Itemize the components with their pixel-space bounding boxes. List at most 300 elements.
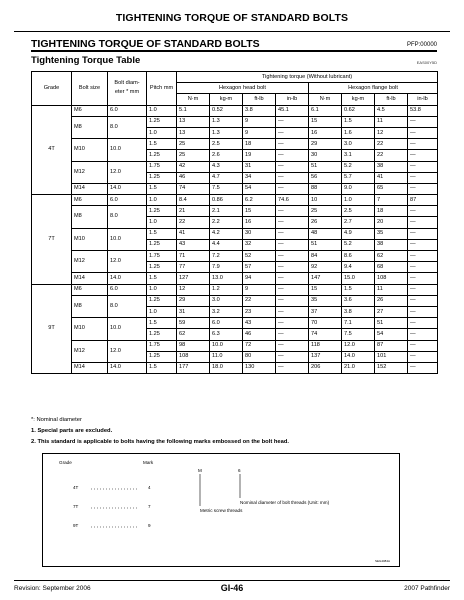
table-row — [32, 228, 438, 239]
pitch-cell: 1.5 — [147, 273, 177, 284]
torque-cell: 3.0 — [342, 139, 375, 150]
torque-cell: 41 — [375, 172, 408, 183]
pitch-cell: 1.25 — [147, 295, 177, 306]
torque-cell: 0.86 — [210, 195, 243, 206]
bolt-size-cell: M12 — [72, 251, 108, 273]
pitch-cell: 1.75 — [147, 251, 177, 262]
torque-cell: 29 — [309, 139, 342, 150]
torque-cell: 21.0 — [342, 362, 375, 373]
torque-cell: — — [276, 239, 309, 250]
torque-cell: 2.2 — [210, 217, 243, 228]
torque-cell: — — [276, 273, 309, 284]
torque-cell: 9 — [243, 116, 276, 127]
pitch-cell: 1.5 — [147, 183, 177, 194]
torque-cell: — — [408, 139, 438, 150]
table-subtitle: Tightening Torque Table — [31, 55, 141, 66]
torque-cell: 7.1 — [342, 318, 375, 329]
torque-cell: 3.0 — [210, 295, 243, 306]
pitch-cell: 1.25 — [147, 239, 177, 250]
fig-grade-7t: 7T — [73, 504, 79, 509]
bolt-diameter-cell: 10.0 — [108, 139, 147, 161]
pitch-cell: 1.0 — [147, 306, 177, 317]
torque-cell: — — [408, 284, 438, 295]
torque-cell: 8.6 — [342, 251, 375, 262]
bolt-diameter-cell: 14.0 — [108, 183, 147, 194]
table-row — [32, 161, 438, 172]
bolt-size-cell: M6 — [72, 195, 108, 206]
torque-cell: 15 — [243, 206, 276, 217]
table-row — [32, 195, 438, 206]
page-header-title: TIGHTENING TORQUE OF STANDARD BOLTS — [115, 12, 349, 24]
torque-cell: 65 — [375, 183, 408, 194]
fig-mark-4: 4 — [148, 485, 151, 490]
torque-cell: 2.5 — [210, 139, 243, 150]
torque-cell: 62 — [177, 329, 210, 340]
torque-cell: 30 — [309, 150, 342, 161]
torque-cell: 118 — [309, 340, 342, 351]
torque-cell: 30 — [243, 228, 276, 239]
torque-cell: 32 — [243, 239, 276, 250]
torque-cell: — — [276, 116, 309, 127]
bolt-diameter-cell: 14.0 — [108, 362, 147, 373]
torque-cell: 46 — [243, 329, 276, 340]
torque-cell: 41 — [177, 228, 210, 239]
bolt-size-cell: M14 — [72, 183, 108, 194]
header-unit: kg-m — [342, 94, 375, 105]
torque-cell: 16 — [309, 127, 342, 138]
bolt-size-cell: M10 — [72, 318, 108, 340]
torque-cell: 177 — [177, 362, 210, 373]
torque-cell: 12.0 — [342, 340, 375, 351]
torque-cell: 22 — [243, 295, 276, 306]
pitch-cell: 1.0 — [147, 105, 177, 116]
bolt-mark-figure — [42, 453, 400, 567]
torque-cell: — — [408, 262, 438, 273]
torque-cell: — — [276, 228, 309, 239]
torque-cell: — — [408, 150, 438, 161]
torque-cell: 43 — [177, 239, 210, 250]
fig-grade-9t: 9T — [73, 523, 79, 528]
torque-cell: 15 — [309, 116, 342, 127]
pitch-cell: 1.25 — [147, 351, 177, 362]
torque-cell: 80 — [243, 351, 276, 362]
torque-cell: 94 — [243, 273, 276, 284]
torque-cell: — — [408, 295, 438, 306]
table-row — [32, 183, 438, 194]
torque-cell: 8.4 — [177, 195, 210, 206]
bolt-diameter-cell: 8.0 — [108, 295, 147, 317]
torque-cell: 34 — [243, 172, 276, 183]
torque-cell: 31 — [243, 161, 276, 172]
torque-cell: — — [408, 362, 438, 373]
torque-cell: 48 — [309, 228, 342, 239]
torque-cell: 4.7 — [210, 172, 243, 183]
pitch-cell: 1.25 — [147, 262, 177, 273]
torque-cell: 37 — [309, 306, 342, 317]
torque-cell: 9 — [243, 284, 276, 295]
torque-cell: 21 — [177, 206, 210, 217]
pitch-cell: 1.25 — [147, 329, 177, 340]
fig-mark-7: 7 — [148, 504, 151, 509]
torque-cell: 53.8 — [408, 105, 438, 116]
torque-cell: 6.2 — [243, 195, 276, 206]
torque-cell: 51 — [309, 239, 342, 250]
torque-cell: — — [276, 306, 309, 317]
bolt-diameter-cell: 12.0 — [108, 251, 147, 273]
torque-cell: 7.2 — [210, 251, 243, 262]
pitch-cell: 1.0 — [147, 127, 177, 138]
pitch-cell: 1.75 — [147, 161, 177, 172]
torque-cell: 7 — [375, 195, 408, 206]
pitch-cell: 1.0 — [147, 217, 177, 228]
torque-cell: 84 — [309, 251, 342, 262]
torque-cell: 35 — [309, 295, 342, 306]
torque-cell: — — [408, 340, 438, 351]
torque-cell: 22 — [375, 139, 408, 150]
table-row — [32, 116, 438, 127]
footer-rule — [14, 580, 450, 581]
torque-cell: 52 — [243, 251, 276, 262]
torque-cell: 70 — [309, 318, 342, 329]
bolt-size-cell: M6 — [72, 284, 108, 295]
torque-cell: 74 — [309, 329, 342, 340]
bolt-size-cell: M14 — [72, 362, 108, 373]
torque-cell: 1.2 — [210, 284, 243, 295]
torque-cell: 31 — [177, 306, 210, 317]
bolt-size-cell: M10 — [72, 228, 108, 250]
bolt-size-cell: M8 — [72, 116, 108, 138]
torque-cell: 3.6 — [342, 295, 375, 306]
torque-cell: 5.2 — [342, 239, 375, 250]
torque-cell: 25 — [177, 150, 210, 161]
torque-cell: 18 — [243, 139, 276, 150]
torque-cell: 22 — [177, 217, 210, 228]
torque-cell: 2.5 — [342, 206, 375, 217]
torque-cell: 108 — [375, 273, 408, 284]
torque-cell: 46 — [177, 172, 210, 183]
torque-cell: 18.0 — [210, 362, 243, 373]
torque-cell: 1.0 — [342, 195, 375, 206]
torque-cell: 101 — [375, 351, 408, 362]
bolt-diameter-cell: 8.0 — [108, 206, 147, 228]
torque-cell: 16 — [243, 217, 276, 228]
torque-cell: 62 — [375, 251, 408, 262]
pitch-cell: 1.75 — [147, 340, 177, 351]
fig-mark-9: 9 — [148, 523, 151, 528]
torque-cell: 74.6 — [276, 195, 309, 206]
torque-cell: 4.2 — [210, 228, 243, 239]
pfp-code: PFP:00000 — [406, 42, 437, 48]
torque-cell: 4.4 — [210, 239, 243, 250]
section-rule — [31, 50, 437, 52]
fig-mark-header: Mark — [143, 460, 154, 465]
bolt-diameter-cell: 6.0 — [108, 284, 147, 295]
fig-grade-header: Grade — [59, 460, 72, 465]
fig-six-label: 6 — [238, 468, 241, 473]
bolt-size-cell: M14 — [72, 273, 108, 284]
pitch-cell: 1.25 — [147, 172, 177, 183]
torque-cell: 26 — [309, 217, 342, 228]
torque-cell: — — [408, 251, 438, 262]
torque-cell: — — [408, 239, 438, 250]
torque-cell: — — [408, 318, 438, 329]
torque-cell: — — [408, 228, 438, 239]
torque-cell: 13 — [177, 116, 210, 127]
torque-cell: 51 — [309, 161, 342, 172]
torque-cell: 1.5 — [342, 116, 375, 127]
torque-cell: 51 — [375, 318, 408, 329]
torque-cell: 0.52 — [210, 105, 243, 116]
torque-cell: 7.5 — [210, 183, 243, 194]
torque-cell: — — [276, 150, 309, 161]
torque-cell: 19 — [243, 150, 276, 161]
footer-model: 2007 Pathfinder — [404, 585, 450, 592]
torque-cell: 26 — [375, 295, 408, 306]
torque-cell: 23 — [243, 306, 276, 317]
table-row — [32, 318, 438, 329]
torque-cell: — — [276, 284, 309, 295]
torque-cell: 2.6 — [210, 150, 243, 161]
torque-cell: 3.1 — [342, 150, 375, 161]
bolt-size-cell: M6 — [72, 105, 108, 116]
bolt-mark-diagram — [43, 454, 399, 566]
torque-cell: 1.3 — [210, 127, 243, 138]
header-bolt-diameter: Bolt diam-eter * mm — [108, 72, 147, 106]
header-grade: Grade — [32, 72, 72, 106]
header-unit: ft-lb — [243, 94, 276, 105]
torque-cell: — — [276, 362, 309, 373]
torque-cell: 3.8 — [342, 306, 375, 317]
torque-cell: 22 — [375, 150, 408, 161]
torque-cell: 98 — [177, 340, 210, 351]
header-unit: ft-lb — [375, 94, 408, 105]
bolt-size-cell: M12 — [72, 340, 108, 362]
header-bolt-size: Bolt size — [72, 72, 108, 106]
torque-cell: 27 — [375, 306, 408, 317]
torque-cell: 11.0 — [210, 351, 243, 362]
torque-cell: 74 — [177, 183, 210, 194]
section-code: EAS00Y5D — [416, 60, 437, 65]
header-unit: N·m — [309, 94, 342, 105]
torque-cell: 1.6 — [342, 127, 375, 138]
torque-cell: 29 — [177, 295, 210, 306]
torque-cell: — — [276, 217, 309, 228]
torque-cell: 0.62 — [342, 105, 375, 116]
header-hex-flange: Hexagon flange bolt — [309, 83, 438, 94]
table-row — [32, 105, 438, 116]
torque-cell: — — [408, 116, 438, 127]
torque-cell: 147 — [309, 273, 342, 284]
torque-cell: 56 — [309, 172, 342, 183]
bolt-size-cell: M8 — [72, 295, 108, 317]
pitch-cell: 1.5 — [147, 318, 177, 329]
torque-cell: 12 — [375, 127, 408, 138]
footer-revision: Revision: September 2006 — [14, 585, 91, 592]
torque-cell: 5.2 — [342, 161, 375, 172]
pitch-cell: 1.25 — [147, 206, 177, 217]
pitch-cell: 1.5 — [147, 362, 177, 373]
note-nominal-diameter: *: Nominal diameter — [31, 417, 82, 423]
torque-cell: — — [276, 262, 309, 273]
pitch-cell: 1.5 — [147, 228, 177, 239]
torque-cell: — — [408, 351, 438, 362]
torque-cell: 6.1 — [309, 105, 342, 116]
torque-cell: 87 — [408, 195, 438, 206]
torque-cell: — — [276, 340, 309, 351]
torque-cell: 2.7 — [342, 217, 375, 228]
fig-m-label: M — [198, 468, 202, 473]
torque-cell: 12 — [177, 284, 210, 295]
pitch-cell: 1.25 — [147, 150, 177, 161]
torque-cell: 4.3 — [210, 161, 243, 172]
torque-cell: — — [276, 351, 309, 362]
fig-metric-label: Metric screw threads — [200, 508, 243, 513]
torque-cell: 6.3 — [210, 329, 243, 340]
header-pitch: Pitch mm — [147, 72, 177, 106]
torque-cell: 1.3 — [210, 116, 243, 127]
fig-grade-4t: 4T — [73, 485, 79, 490]
table-row — [32, 362, 438, 373]
bolt-diameter-cell: 12.0 — [108, 161, 147, 183]
torque-cell: 130 — [243, 362, 276, 373]
torque-cell: 15.0 — [342, 273, 375, 284]
table-row — [32, 295, 438, 306]
table-row — [32, 206, 438, 217]
section-title: TIGHTENING TORQUE OF STANDARD BOLTS — [31, 38, 260, 50]
torque-cell: 4.9 — [342, 228, 375, 239]
bolt-diameter-cell: 6.0 — [108, 195, 147, 206]
bolt-diameter-cell: 12.0 — [108, 340, 147, 362]
torque-cell: 87 — [375, 340, 408, 351]
pitch-cell: 1.0 — [147, 195, 177, 206]
torque-cell: 13 — [177, 127, 210, 138]
bolt-size-cell: M8 — [72, 206, 108, 228]
grade-cell: 9T — [32, 284, 72, 374]
torque-cell: 77 — [177, 262, 210, 273]
header-unit: N·m — [177, 94, 210, 105]
bolt-diameter-cell: 10.0 — [108, 228, 147, 250]
torque-cell: 7.9 — [210, 262, 243, 273]
torque-cell: — — [276, 183, 309, 194]
header-unit: in-lb — [276, 94, 309, 105]
fig-nominal-label: Nominal diameter of bolt threads (Unit: mm) — [240, 500, 330, 505]
bolt-size-cell: M10 — [72, 139, 108, 161]
torque-cell: 72 — [243, 340, 276, 351]
torque-cell: 14.0 — [342, 351, 375, 362]
torque-cell: 25 — [309, 206, 342, 217]
torque-cell: — — [276, 139, 309, 150]
torque-cell: 5.7 — [342, 172, 375, 183]
bolt-size-cell: M12 — [72, 161, 108, 183]
torque-cell: 71 — [177, 251, 210, 262]
torque-cell: 38 — [375, 161, 408, 172]
torque-cell: — — [276, 206, 309, 217]
torque-cell: 137 — [309, 351, 342, 362]
header-rule — [14, 31, 450, 32]
torque-cell: 43 — [243, 318, 276, 329]
torque-cell: — — [408, 306, 438, 317]
torque-cell: 9 — [243, 127, 276, 138]
torque-cell: 57 — [243, 262, 276, 273]
bolt-diameter-cell: 10.0 — [108, 318, 147, 340]
table-row — [32, 284, 438, 295]
torque-cell: — — [408, 127, 438, 138]
torque-cell: 92 — [309, 262, 342, 273]
table-row — [32, 340, 438, 351]
table-row — [32, 139, 438, 150]
torque-cell: 38 — [375, 239, 408, 250]
torque-cell: 108 — [177, 351, 210, 362]
torque-cell: — — [276, 127, 309, 138]
torque-cell: 10 — [309, 195, 342, 206]
torque-cell: — — [276, 318, 309, 329]
torque-cell: 15 — [309, 284, 342, 295]
torque-cell: — — [408, 206, 438, 217]
torque-cell: 45.1 — [276, 105, 309, 116]
torque-cell: 18 — [375, 206, 408, 217]
torque-cell: — — [408, 273, 438, 284]
torque-cell: — — [276, 295, 309, 306]
torque-cell: 1.5 — [342, 284, 375, 295]
pitch-cell: 1.25 — [147, 116, 177, 127]
torque-cell: 88 — [309, 183, 342, 194]
torque-cell: 11 — [375, 116, 408, 127]
header-unit: in-lb — [408, 94, 438, 105]
torque-cell: 54 — [375, 329, 408, 340]
header-unit: kg-m — [210, 94, 243, 105]
torque-cell: — — [408, 217, 438, 228]
torque-cell: 10.0 — [210, 340, 243, 351]
torque-cell: 206 — [309, 362, 342, 373]
torque-cell: — — [276, 329, 309, 340]
torque-cell: — — [276, 161, 309, 172]
torque-cell: 127 — [177, 273, 210, 284]
torque-cell: 68 — [375, 262, 408, 273]
torque-cell: 7.5 — [342, 329, 375, 340]
torque-cell: 54 — [243, 183, 276, 194]
torque-cell: 6.0 — [210, 318, 243, 329]
header-torque: Tightening torque (Without lubricant) — [177, 72, 438, 83]
torque-cell: — — [408, 183, 438, 194]
pitch-cell: 1.5 — [147, 139, 177, 150]
table-row — [32, 251, 438, 262]
torque-cell: 13.0 — [210, 273, 243, 284]
torque-cell: 20 — [375, 217, 408, 228]
torque-cell: 9.0 — [342, 183, 375, 194]
torque-cell: 25 — [177, 139, 210, 150]
torque-cell: — — [276, 251, 309, 262]
torque-cell: 2.1 — [210, 206, 243, 217]
torque-cell: 3.8 — [243, 105, 276, 116]
bolt-diameter-cell: 6.0 — [108, 105, 147, 116]
torque-cell: 4.5 — [375, 105, 408, 116]
note-special-parts: 1. Special parts are excluded. — [31, 428, 113, 434]
torque-cell: 3.2 — [210, 306, 243, 317]
torque-cell: 11 — [375, 284, 408, 295]
torque-cell: — — [408, 172, 438, 183]
fig-code: SEG4084A — [375, 559, 391, 563]
torque-cell: — — [276, 172, 309, 183]
torque-cell: — — [408, 161, 438, 172]
footer-page-number: GI-46 — [220, 583, 244, 593]
bolt-diameter-cell: 14.0 — [108, 273, 147, 284]
torque-cell: 59 — [177, 318, 210, 329]
torque-table — [31, 71, 438, 374]
grade-cell: 4T — [32, 105, 72, 195]
note-standard: 2. This standard is applicable to bolts having the following marks embossed on the bolt head. — [31, 439, 290, 445]
torque-cell: — — [408, 329, 438, 340]
torque-cell: 35 — [375, 228, 408, 239]
